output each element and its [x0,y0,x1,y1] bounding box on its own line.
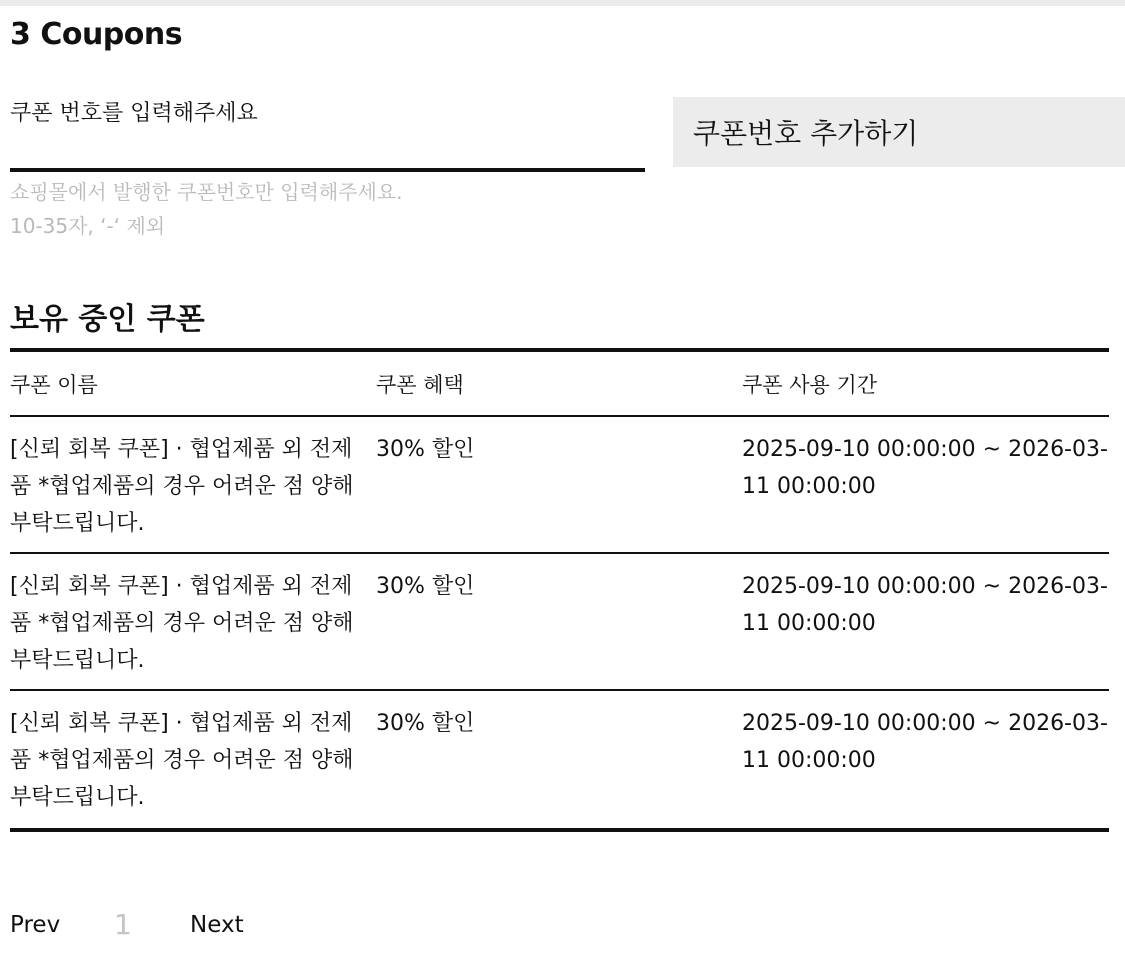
coupon-name: [신뢰 회복 쿠폰] · 협업제품 외 전제품 *협업제품의 경우 어려운 점 양해부탁드립니다. [10,437,354,536]
page-title: 3 Coupons [10,17,183,52]
coupon-benefit: 30% 할인 [376,711,475,736]
coupon-number-input[interactable] [10,134,645,172]
table-row [10,691,1109,828]
coupon-period: 2025-09-10 00:00:00 ~ 2026-03-11 00:00:00 [742,711,1108,773]
table-row [10,417,1109,554]
owned-coupons-title: 보유 중인 쿠폰 [10,302,205,337]
column-header-benefit: 쿠폰 혜택 [376,372,464,397]
coupon-benefit: 30% 할인 [376,574,475,599]
prev-page-button[interactable]: Prev [10,911,61,938]
coupon-name: [신뢰 회복 쿠폰] · 협업제품 외 전제품 *협업제품의 경우 어려운 점 양해부탁드립니다. [10,574,354,673]
coupon-benefit: 30% 할인 [376,437,475,462]
coupon-table [10,348,1109,832]
coupon-input-label: 쿠폰 번호를 입력해주세요 [10,101,258,126]
next-page-button[interactable]: Next [190,911,244,938]
pagination [10,908,244,941]
column-header-name: 쿠폰 이름 [10,372,98,397]
table-row [10,554,1109,691]
add-coupon-button[interactable]: 쿠폰번호 추가하기 [673,97,1125,167]
top-bar [0,0,1125,6]
coupon-period: 2025-09-10 00:00:00 ~ 2026-03-11 00:00:00 [742,574,1108,636]
column-header-period: 쿠폰 사용 기간 [742,372,878,397]
coupon-hint-line: 쇼핑몰에서 발행한 쿠폰번호만 입력해주세요. [10,180,403,204]
coupon-hint [10,175,403,243]
table-header [10,352,1109,417]
page-number[interactable]: 1 [114,908,132,941]
coupon-hint-line: 10-35자, ‘-‘ 제외 [10,214,166,238]
coupon-period: 2025-09-10 00:00:00 ~ 2026-03-11 00:00:00 [742,437,1108,499]
coupon-name: [신뢰 회복 쿠폰] · 협업제품 외 전제품 *협업제품의 경우 어려운 점 양해부탁드립니다. [10,711,354,810]
